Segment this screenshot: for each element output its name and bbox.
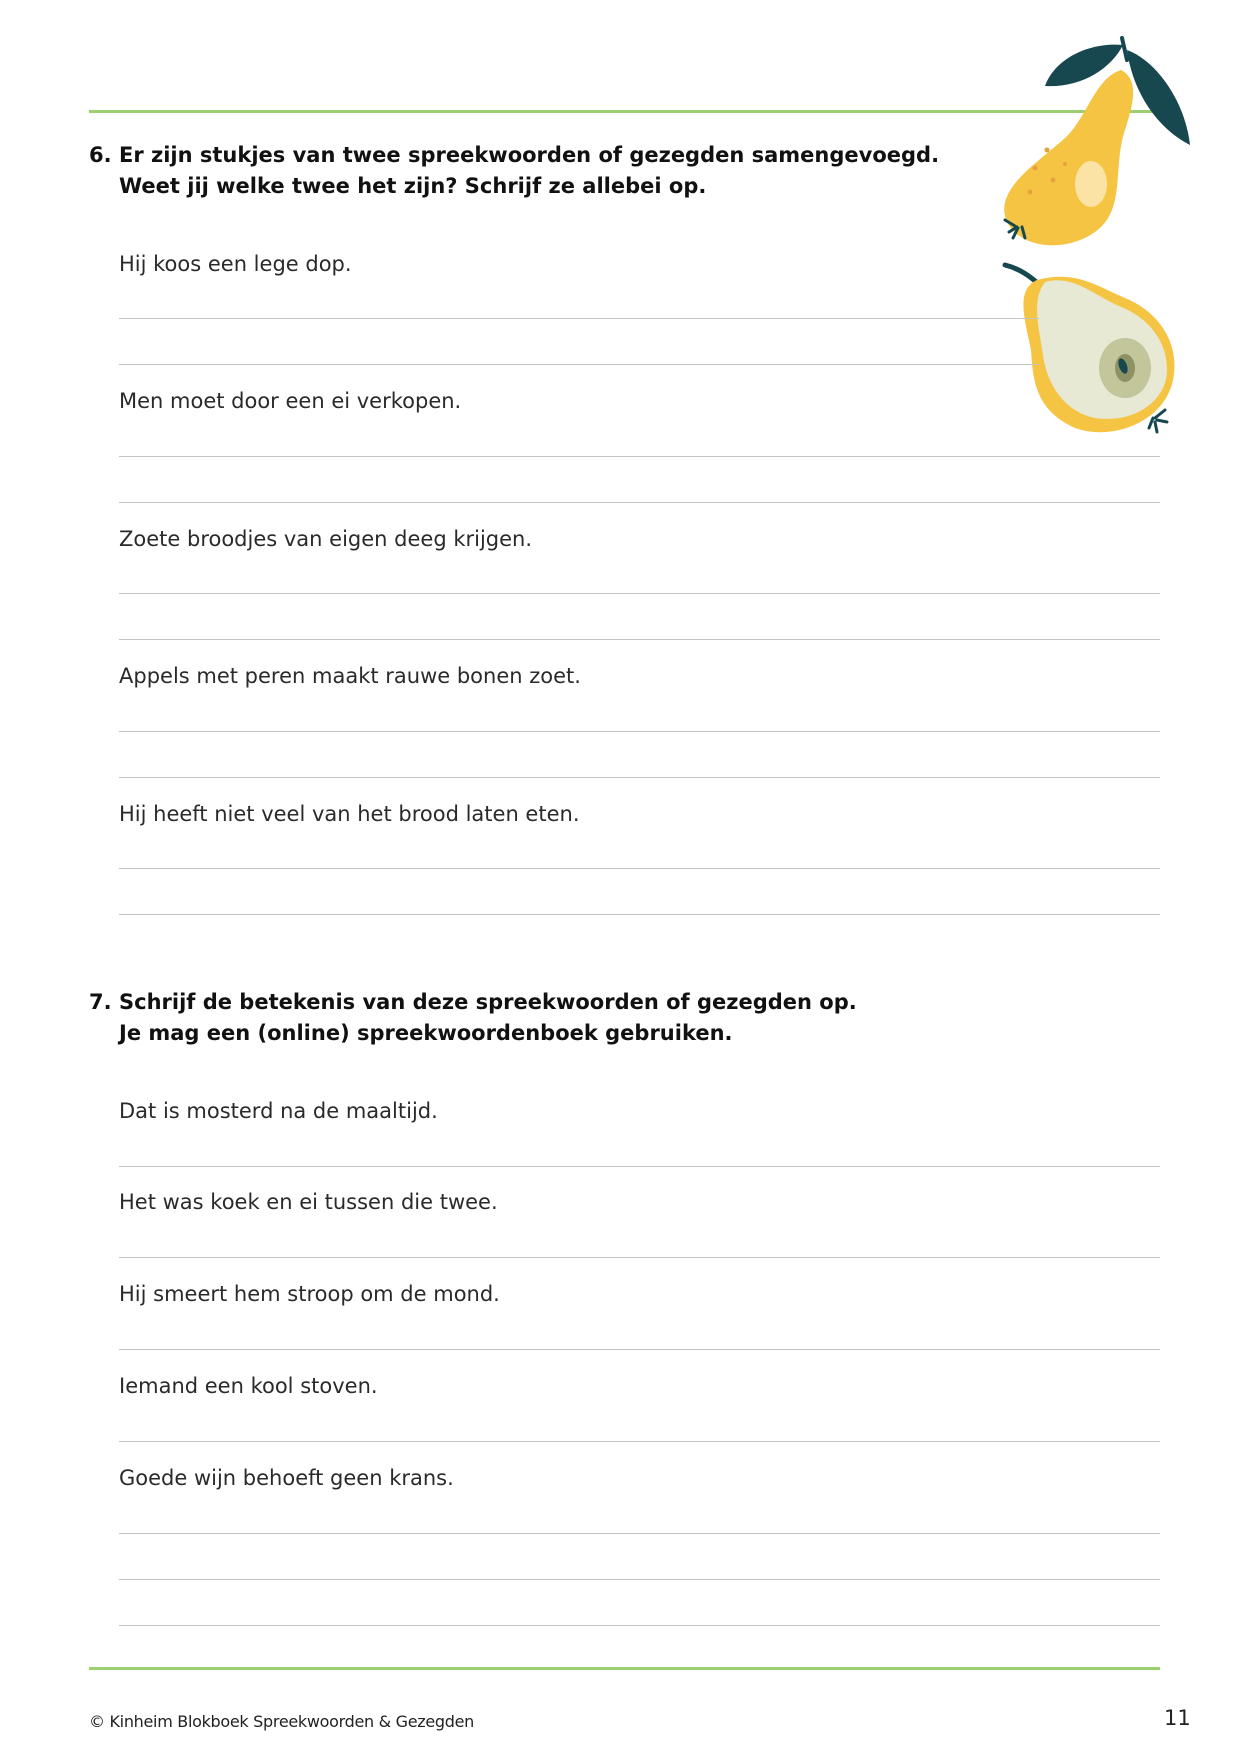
q6-prompt-4: Appels met peren maakt rauwe bonen zoet. (119, 664, 581, 688)
answer-line[interactable] (119, 777, 1160, 778)
answer-line[interactable] (119, 868, 1160, 869)
answer-line[interactable] (119, 456, 1160, 457)
question-6-number: 6. (89, 143, 112, 167)
q6-prompt-2: Men moet door een ei verkopen. (119, 389, 462, 413)
q7-prompt-3: Hij smeert hem stroop om de mond. (119, 1282, 500, 1306)
question-7-line2: Je mag een (online) spreekwoordenboek gebruiken. (119, 1021, 733, 1045)
answer-line[interactable] (119, 639, 1160, 640)
q6-prompt-1: Hij koos een lege dop. (119, 252, 352, 276)
answer-line[interactable] (119, 502, 1160, 503)
half-pear-icon (995, 260, 1185, 440)
answer-line[interactable] (119, 1257, 1160, 1258)
whole-pear-icon (995, 30, 1205, 250)
answer-line[interactable] (119, 1166, 1160, 1167)
question-6-line2: Weet jij welke twee het zijn? Schrijf ze allebei op. (119, 174, 707, 198)
q7-prompt-2: Het was koek en ei tussen die twee. (119, 1190, 498, 1214)
question-7-number: 7. (89, 990, 112, 1014)
footer-copyright: © Kinheim Blokboek Spreekwoorden & Gezegden (89, 1712, 475, 1731)
q7-prompt-1: Dat is mosterd na de maaltijd. (119, 1099, 438, 1123)
q6-prompt-5: Hij heeft niet veel van het brood laten eten. (119, 802, 580, 826)
answer-line[interactable] (119, 318, 1039, 319)
question-7-line1: Schrijf de betekenis van deze spreekwoorden of gezegden op. (119, 990, 857, 1014)
page-number: 11 (1164, 1706, 1191, 1730)
q6-prompt-3: Zoete broodjes van eigen deeg krijgen. (119, 527, 533, 551)
q7-prompt-5: Goede wijn behoeft geen krans. (119, 1466, 454, 1490)
answer-line[interactable] (119, 364, 1039, 365)
answer-line[interactable] (119, 1579, 1160, 1580)
answer-line[interactable] (119, 731, 1160, 732)
question-6-line1: Er zijn stukjes van twee spreekwoorden of gezegden samengevoegd. (119, 143, 940, 167)
question-6-heading (89, 140, 939, 202)
answer-line[interactable] (119, 1441, 1160, 1442)
question-7-heading (89, 987, 857, 1049)
q7-prompt-4: Iemand een kool stoven. (119, 1374, 378, 1398)
answer-line[interactable] (119, 914, 1160, 915)
answer-line[interactable] (119, 1533, 1160, 1534)
bottom-divider (89, 1667, 1160, 1670)
answer-line[interactable] (119, 1625, 1160, 1626)
answer-line[interactable] (119, 1349, 1160, 1350)
answer-line[interactable] (119, 593, 1160, 594)
